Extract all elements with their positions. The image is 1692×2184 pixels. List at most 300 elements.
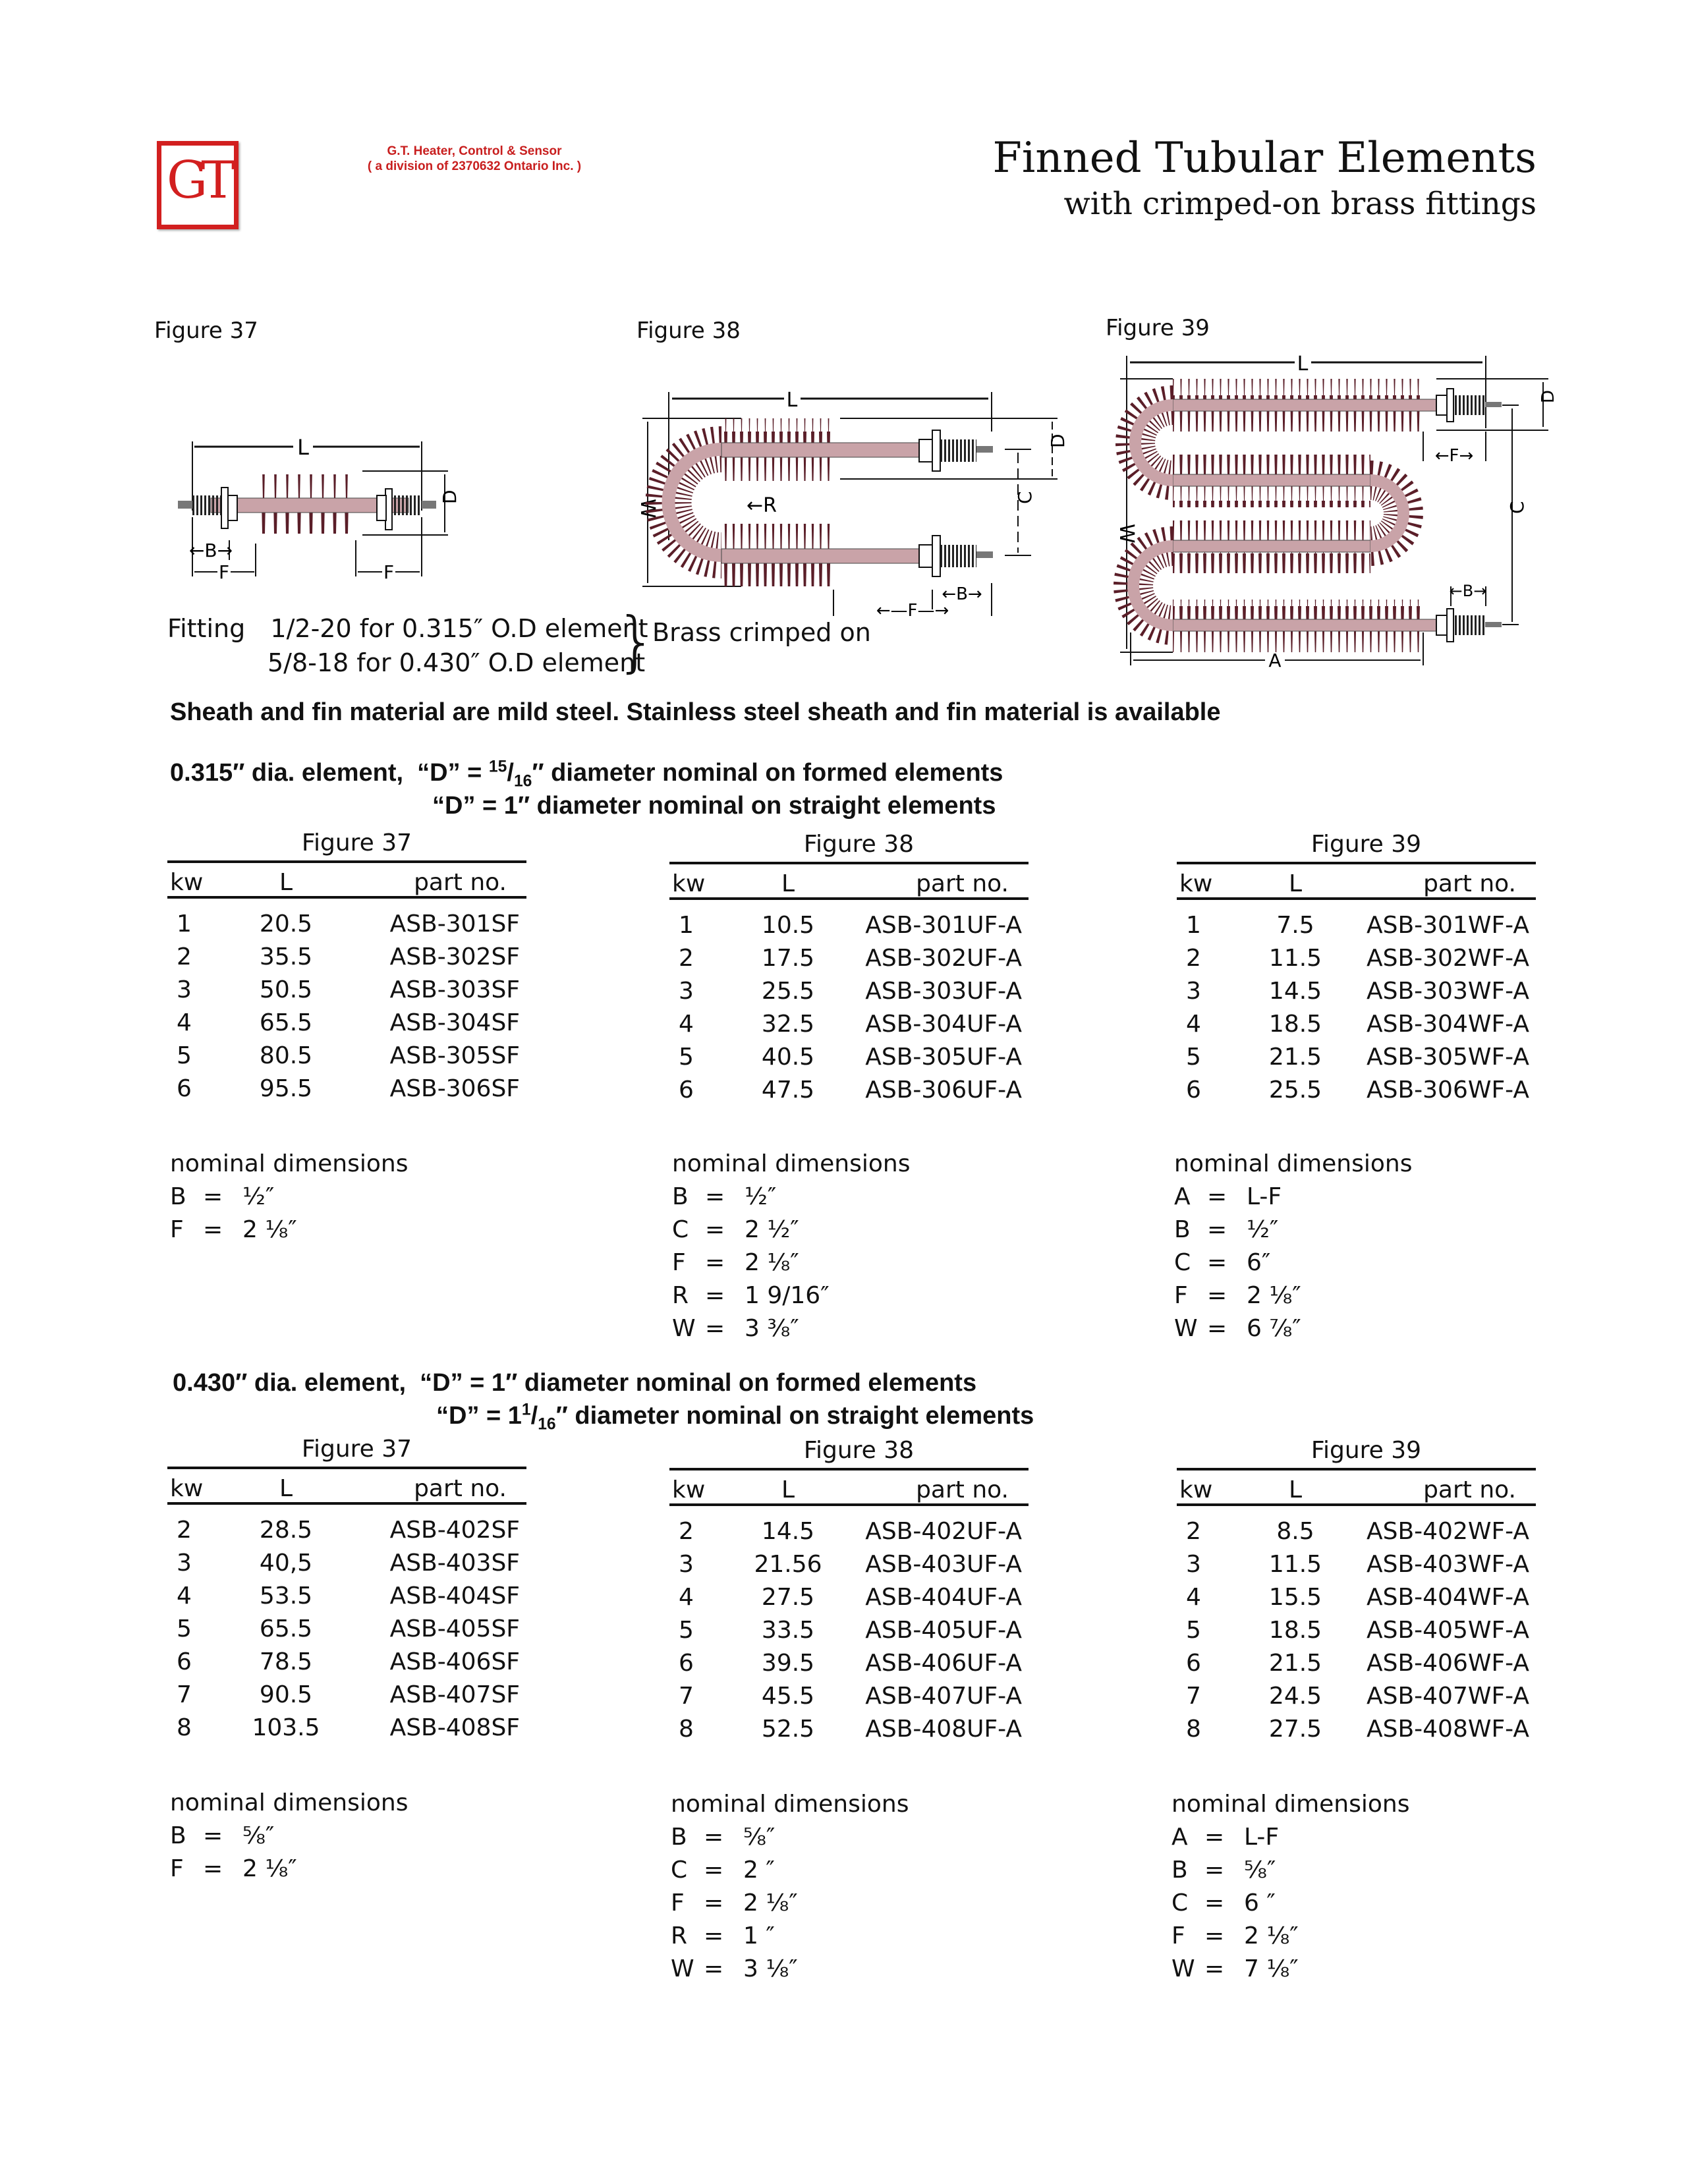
svg-text:F: F xyxy=(383,561,395,583)
table-row xyxy=(167,1073,526,1106)
table-row xyxy=(167,974,526,1007)
svg-text:←B→: ←B→ xyxy=(942,584,982,604)
dim-value: 6 ⅞″ xyxy=(1247,1315,1301,1342)
table-header xyxy=(167,1469,526,1505)
cell-l: 45.5 xyxy=(761,1683,815,1710)
cell-kw: 3 xyxy=(1186,978,1201,1005)
cell-l: 14.5 xyxy=(1268,978,1322,1005)
section-2-figure-39-dims xyxy=(1171,1788,1409,1986)
table-header xyxy=(1177,1470,1536,1506)
cell-kw: 7 xyxy=(1186,1683,1201,1710)
cell-kw: 4 xyxy=(177,1009,192,1036)
table-caption: Figure 39 xyxy=(1177,829,1536,864)
table-row xyxy=(1177,1680,1536,1713)
section-2-heading: 0.430″ dia. element, “D” = 1″ diameter nominal on formed elements “D” = $1^1/_{16}''$ diameter nominal on straight elements xyxy=(173,1369,1034,1434)
dim-row xyxy=(1174,1214,1412,1246)
dim-eq: = xyxy=(203,1183,223,1210)
table-row xyxy=(1177,1548,1536,1581)
dim-key: B xyxy=(1171,1857,1188,1884)
table-row xyxy=(167,1007,526,1040)
cell-part-no: ASB-302SF xyxy=(389,943,520,970)
cell-part-no: ASB-304WF-A xyxy=(1366,1011,1529,1038)
dim-value: 3 ⅛″ xyxy=(743,1955,798,1982)
section-1-line1-rest: ″ diameter nominal on formed elements xyxy=(532,759,1003,787)
dim-value: ⅝″ xyxy=(242,1822,275,1849)
section-1-figure-37-dims xyxy=(170,1148,408,1246)
dim-eq: = xyxy=(704,1955,724,1982)
cell-l: 65.5 xyxy=(259,1615,313,1642)
cell-kw: 6 xyxy=(679,1077,694,1104)
cell-part-no: ASB-407UF-A xyxy=(865,1683,1022,1710)
svg-text:A: A xyxy=(1268,650,1282,671)
table-row xyxy=(1177,1074,1536,1107)
table-caption: Figure 37 xyxy=(167,827,526,863)
dim-value: ⅝″ xyxy=(743,1824,776,1851)
dim-eq: = xyxy=(1204,1824,1225,1851)
cell-l: 78.5 xyxy=(259,1648,313,1675)
cell-l: 47.5 xyxy=(761,1077,815,1104)
section-1-figure-39-table xyxy=(1177,829,1536,1107)
cell-kw: 4 xyxy=(1186,1584,1201,1611)
svg-text:W: W xyxy=(1115,524,1138,544)
svg-text:C: C xyxy=(1014,491,1036,504)
dim-row xyxy=(170,1214,408,1246)
section-1-figure-37-table xyxy=(167,827,526,1106)
cell-part-no: ASB-406SF xyxy=(389,1648,520,1675)
table-row xyxy=(167,1679,526,1712)
svg-text:←F→: ←F→ xyxy=(1434,446,1474,466)
cell-part-no: ASB-301UF-A xyxy=(865,912,1022,939)
dim-key: B xyxy=(1174,1216,1191,1243)
table-row xyxy=(167,1580,526,1613)
dim-value: 1 9/16″ xyxy=(745,1282,830,1309)
table-row xyxy=(669,975,1029,1008)
cell-kw: 3 xyxy=(1186,1551,1201,1578)
cell-kw: 2 xyxy=(177,943,192,970)
svg-text:D: D xyxy=(1047,434,1069,448)
cell-part-no: ASB-406WF-A xyxy=(1366,1650,1529,1677)
header-l: L xyxy=(279,869,293,896)
cell-kw: 5 xyxy=(177,1042,192,1069)
dim-eq: = xyxy=(1207,1216,1227,1243)
dim-key: C xyxy=(672,1216,689,1243)
cell-part-no: ASB-305WF-A xyxy=(1366,1044,1529,1071)
header-part-no: part no. xyxy=(414,869,507,896)
cell-kw: 6 xyxy=(177,1648,192,1675)
cell-kw: 1 xyxy=(1186,912,1201,939)
table-row xyxy=(669,1548,1029,1581)
table-caption: Figure 38 xyxy=(669,1435,1029,1470)
cell-part-no: ASB-304SF xyxy=(389,1009,520,1036)
section-1-d2-label: “D” = xyxy=(432,792,504,820)
cell-part-no: ASB-306WF-A xyxy=(1366,1077,1529,1104)
table-row xyxy=(669,1008,1029,1041)
dim-key: W xyxy=(672,1315,696,1342)
cell-l: 10.5 xyxy=(761,912,815,939)
dim-eq: = xyxy=(203,1822,223,1849)
figure-37-straight-element-diagram xyxy=(165,435,639,606)
svg-text:D: D xyxy=(1538,389,1558,403)
section-2-figure-38-dims xyxy=(671,1788,909,1986)
dim-value: 2 ⅛″ xyxy=(1247,1282,1301,1309)
dim-value: 3 ⅜″ xyxy=(745,1315,799,1342)
table-caption: Figure 39 xyxy=(1177,1435,1536,1470)
fitting-label: Fitting xyxy=(167,614,246,643)
dim-eq: = xyxy=(1204,1955,1225,1982)
dim-eq: = xyxy=(203,1216,223,1243)
dim-eq: = xyxy=(704,1857,724,1884)
fitting-note xyxy=(167,603,658,680)
cell-kw: 3 xyxy=(679,978,694,1005)
cell-l: 90.5 xyxy=(259,1681,313,1708)
cell-l: 11.5 xyxy=(1268,945,1322,972)
dim-eq: = xyxy=(1207,1183,1227,1210)
cell-part-no: ASB-407WF-A xyxy=(1366,1683,1529,1710)
header-l: L xyxy=(781,1476,795,1503)
table-row xyxy=(167,941,526,974)
cell-l: 25.5 xyxy=(1268,1077,1322,1104)
dim-eq: = xyxy=(1207,1282,1227,1309)
cell-kw: 4 xyxy=(679,1584,694,1611)
dim-value: ½″ xyxy=(242,1183,275,1210)
cell-part-no: ASB-408WF-A xyxy=(1366,1716,1529,1743)
dim-row xyxy=(1174,1181,1412,1214)
cell-l: 18.5 xyxy=(1268,1617,1322,1644)
dim-value: 2 ⅛″ xyxy=(743,1890,798,1917)
section-1-d2-value: 1 xyxy=(503,792,518,820)
table-row xyxy=(1177,909,1536,942)
table-row xyxy=(669,942,1029,975)
table-row xyxy=(669,1041,1029,1074)
fitting-line2-fraction: 5/8 xyxy=(268,648,308,677)
fitting-line2-text: -18 for 0.430″ O.D element xyxy=(308,648,646,677)
cell-kw: 1 xyxy=(177,910,192,938)
cell-kw: 3 xyxy=(679,1551,694,1578)
section-2-d2-denominator: 16 xyxy=(538,1415,556,1434)
table-caption: Figure 37 xyxy=(167,1434,526,1469)
cell-part-no: ASB-404UF-A xyxy=(865,1584,1022,1611)
cell-l: 103.5 xyxy=(252,1714,320,1741)
cell-l: 8.5 xyxy=(1276,1518,1314,1545)
cell-kw: 6 xyxy=(1186,1077,1201,1104)
table-row xyxy=(167,1646,526,1679)
cell-part-no: ASB-406UF-A xyxy=(865,1650,1022,1677)
cell-l: 50.5 xyxy=(259,976,313,1003)
table-row xyxy=(167,1547,526,1580)
header-kw: kw xyxy=(672,870,706,897)
cell-part-no: ASB-402UF-A xyxy=(865,1518,1022,1545)
section-2-figure-39-table xyxy=(1177,1435,1536,1746)
header-kw: kw xyxy=(1179,1476,1213,1503)
cell-l: 28.5 xyxy=(259,1517,313,1544)
cell-part-no: ASB-304UF-A xyxy=(865,1011,1022,1038)
figure-39-w-element-diagram xyxy=(1107,343,1558,671)
cell-part-no: ASB-303WF-A xyxy=(1366,978,1529,1005)
section-2-prefix: 0.430″ dia. element, xyxy=(173,1369,407,1397)
header-l: L xyxy=(1288,870,1303,897)
header-kw: kw xyxy=(1179,870,1213,897)
table-row xyxy=(1177,1041,1536,1074)
svg-text:W: W xyxy=(636,499,659,518)
dim-value: 7 ⅛″ xyxy=(1244,1955,1299,1982)
svg-text:←R: ←R xyxy=(747,494,777,517)
dim-value: 6″ xyxy=(1247,1249,1271,1276)
header-l: L xyxy=(1288,1476,1303,1503)
cell-l: 53.5 xyxy=(259,1582,313,1610)
dim-key: B xyxy=(170,1822,186,1849)
dim-key: A xyxy=(1174,1183,1191,1210)
brass-crimped-note: Brass crimped on xyxy=(652,618,871,647)
section-2-d2-whole: 1 xyxy=(507,1402,522,1430)
logo-text: GT xyxy=(166,151,229,210)
cell-part-no: ASB-403WF-A xyxy=(1366,1551,1529,1578)
cell-part-no: ASB-301SF xyxy=(389,910,520,938)
svg-text:L: L xyxy=(1297,352,1309,376)
table-row xyxy=(167,1613,526,1646)
svg-text:F: F xyxy=(218,561,230,583)
cell-part-no: ASB-403SF xyxy=(389,1550,520,1577)
section-2-d2-label: “D” = xyxy=(436,1402,508,1430)
section-2-figure-37-table xyxy=(167,1434,526,1745)
cell-kw: 6 xyxy=(1186,1650,1201,1677)
dim-eq: = xyxy=(704,1890,724,1917)
header-kw: kw xyxy=(170,1475,204,1502)
dim-row xyxy=(1174,1312,1412,1345)
dim-row xyxy=(1171,1920,1409,1953)
dim-eq: = xyxy=(1204,1890,1225,1917)
dim-row xyxy=(672,1312,910,1345)
section-1-d-numerator: 15 xyxy=(488,758,507,776)
table-row xyxy=(669,1515,1029,1548)
cell-kw: 1 xyxy=(679,912,694,939)
dim-key: W xyxy=(1171,1955,1195,1982)
cell-part-no: ASB-407SF xyxy=(389,1681,520,1708)
dim-value: L-F xyxy=(1244,1824,1280,1851)
cell-l: 27.5 xyxy=(761,1584,815,1611)
dim-row xyxy=(671,1920,909,1953)
dim-value: ½″ xyxy=(745,1183,777,1210)
dim-row xyxy=(1171,1953,1409,1986)
table-row xyxy=(1177,1515,1536,1548)
dim-eq: = xyxy=(1207,1315,1227,1342)
table-row xyxy=(167,1040,526,1073)
figure-38-label: Figure 38 xyxy=(636,318,741,344)
figure-38-u-element-diagram xyxy=(636,366,1084,621)
cell-kw: 4 xyxy=(177,1582,192,1610)
cell-part-no: ASB-404SF xyxy=(389,1582,520,1610)
dim-key: R xyxy=(671,1922,688,1949)
header-part-no: part no. xyxy=(1423,1476,1516,1503)
dim-value: 2 ⅛″ xyxy=(242,1855,297,1882)
cell-part-no: ASB-403UF-A xyxy=(865,1551,1022,1578)
dim-eq: = xyxy=(705,1249,725,1276)
table-row xyxy=(167,1514,526,1547)
cell-part-no: ASB-306SF xyxy=(389,1075,520,1102)
dim-key: F xyxy=(672,1249,686,1276)
cell-part-no: ASB-405SF xyxy=(389,1615,520,1642)
company-name: G.T. Heater, Control & Sensor xyxy=(387,144,562,158)
dim-row xyxy=(671,1887,909,1920)
fitting-line1-text: -20 for 0.315″ O.D element xyxy=(310,614,648,643)
dims-title: nominal dimensions xyxy=(672,1150,911,1177)
page-title-block xyxy=(992,132,1537,224)
page-subtitle: with crimped-on brass fittings xyxy=(1063,186,1537,222)
dim-eq: = xyxy=(1204,1922,1225,1949)
section-1-figure-38-table xyxy=(669,829,1029,1107)
section-2-figure-38-table xyxy=(669,1435,1029,1746)
dims-title: nominal dimensions xyxy=(671,1791,909,1818)
table-row xyxy=(1177,975,1536,1008)
section-2-d2-numerator: 1 xyxy=(521,1401,531,1419)
dim-key: B xyxy=(672,1183,689,1210)
cell-kw: 8 xyxy=(1186,1716,1201,1743)
dim-eq: = xyxy=(203,1855,223,1882)
table-caption: Figure 38 xyxy=(669,829,1029,864)
cell-l: 80.5 xyxy=(259,1042,313,1069)
dim-row xyxy=(170,1853,408,1886)
dim-value: 2 ″ xyxy=(743,1857,775,1884)
cell-part-no: ASB-402WF-A xyxy=(1366,1518,1529,1545)
cell-kw: 7 xyxy=(679,1683,694,1710)
cell-l: 21.5 xyxy=(1268,1650,1322,1677)
section-2-line1-rest: ″ diameter nominal on formed elements xyxy=(505,1369,977,1397)
cell-l: 25.5 xyxy=(761,978,815,1005)
table-header xyxy=(1177,864,1536,900)
section-2-line2-rest: ″ diameter nominal on straight elements xyxy=(555,1402,1034,1430)
dim-row xyxy=(1174,1246,1412,1279)
dim-key: F xyxy=(170,1216,184,1243)
section-1-prefix: 0.315″ dia. element, xyxy=(170,759,404,787)
dim-key: C xyxy=(671,1857,688,1884)
dim-eq: = xyxy=(704,1824,724,1851)
dim-row xyxy=(1171,1887,1409,1920)
section-1-d-label: “D” = xyxy=(417,759,489,787)
section-2-figure-37-dims xyxy=(170,1787,408,1886)
header-part-no: part no. xyxy=(916,870,1009,897)
cell-kw: 5 xyxy=(679,1617,694,1644)
dims-title: nominal dimensions xyxy=(1171,1791,1410,1818)
cell-l: 21.56 xyxy=(754,1551,822,1578)
cell-kw: 3 xyxy=(177,976,192,1003)
dim-row xyxy=(170,1181,408,1214)
dim-key: F xyxy=(671,1890,685,1917)
cell-kw: 2 xyxy=(1186,945,1201,972)
dim-row xyxy=(1171,1821,1409,1854)
table-header xyxy=(167,863,526,899)
table-row xyxy=(1177,1581,1536,1614)
section-1-figure-39-dims xyxy=(1174,1148,1412,1345)
svg-text:←B→: ←B→ xyxy=(1449,582,1487,600)
table-row xyxy=(669,1647,1029,1680)
cell-l: 20.5 xyxy=(259,910,313,938)
fitting-line1-fraction: 1/2 xyxy=(270,614,311,643)
cell-l: 32.5 xyxy=(761,1011,815,1038)
cell-part-no: ASB-303SF xyxy=(389,976,520,1003)
cell-kw: 2 xyxy=(679,1518,694,1545)
figure-39-label: Figure 39 xyxy=(1106,315,1210,341)
cell-l: 95.5 xyxy=(259,1075,313,1102)
dim-row xyxy=(1171,1854,1409,1887)
dim-key: F xyxy=(170,1855,184,1882)
dim-row xyxy=(671,1953,909,1986)
material-note: Sheath and fin material are mild steel. Stainless steel sheath and fin material is available xyxy=(170,698,1221,726)
cell-part-no: ASB-305SF xyxy=(389,1042,520,1069)
table-row xyxy=(669,1581,1029,1614)
section-1-line2-rest: ″ diameter nominal on straight elements xyxy=(517,792,996,820)
dim-key: B xyxy=(671,1824,687,1851)
dim-key: W xyxy=(671,1955,694,1982)
cell-l: 40,5 xyxy=(259,1550,313,1577)
dim-eq: = xyxy=(705,1282,725,1309)
cell-l: 33.5 xyxy=(761,1617,815,1644)
dim-row xyxy=(671,1821,909,1854)
cell-l: 35.5 xyxy=(259,943,313,970)
cell-kw: 5 xyxy=(1186,1617,1201,1644)
section-2-d-value: 1 xyxy=(491,1369,506,1397)
cell-kw: 8 xyxy=(177,1714,192,1741)
svg-text:C: C xyxy=(1506,501,1528,514)
header-l: L xyxy=(781,870,795,897)
dim-eq: = xyxy=(704,1922,724,1949)
header-l: L xyxy=(279,1475,293,1502)
dim-value: 2 ⅛″ xyxy=(1244,1922,1299,1949)
table-row xyxy=(167,1712,526,1745)
svg-text:←B→: ←B→ xyxy=(188,540,233,561)
table-row xyxy=(1177,1713,1536,1746)
dim-value: 2 ⅛″ xyxy=(242,1216,297,1243)
dim-value: 2 ⅛″ xyxy=(745,1249,799,1276)
dim-key: A xyxy=(1171,1824,1188,1851)
dim-row xyxy=(170,1820,408,1853)
dim-eq: = xyxy=(1204,1857,1225,1884)
svg-text:L: L xyxy=(297,435,309,460)
svg-text:L: L xyxy=(786,389,798,412)
dim-value: ½″ xyxy=(1247,1216,1279,1243)
cell-part-no: ASB-408SF xyxy=(389,1714,520,1741)
table-row xyxy=(1177,1647,1536,1680)
dims-title: nominal dimensions xyxy=(170,1150,409,1177)
table-row xyxy=(167,908,526,941)
header-part-no: part no. xyxy=(916,1476,1009,1503)
cell-kw: 2 xyxy=(1186,1518,1201,1545)
header-part-no: part no. xyxy=(1423,870,1516,897)
cell-l: 52.5 xyxy=(761,1716,815,1743)
cell-l: 15.5 xyxy=(1268,1584,1322,1611)
dim-key: C xyxy=(1171,1890,1189,1917)
header-part-no: part no. xyxy=(414,1475,507,1502)
cell-part-no: ASB-404WF-A xyxy=(1366,1584,1529,1611)
cell-kw: 2 xyxy=(679,945,694,972)
cell-l: 24.5 xyxy=(1268,1683,1322,1710)
table-row xyxy=(1177,1008,1536,1041)
cell-l: 18.5 xyxy=(1268,1011,1322,1038)
cell-part-no: ASB-303UF-A xyxy=(865,978,1022,1005)
dim-value: 6 ″ xyxy=(1244,1890,1276,1917)
cell-kw: 6 xyxy=(679,1650,694,1677)
table-row xyxy=(669,1713,1029,1746)
cell-part-no: ASB-305UF-A xyxy=(865,1044,1022,1071)
header-kw: kw xyxy=(672,1476,706,1503)
cell-kw: 4 xyxy=(679,1011,694,1038)
dim-key: R xyxy=(672,1282,689,1309)
table-row xyxy=(669,1614,1029,1647)
svg-text:←—F—→: ←—F—→ xyxy=(876,601,949,621)
cell-part-no: ASB-302WF-A xyxy=(1366,945,1529,972)
cell-part-no: ASB-302UF-A xyxy=(865,945,1022,972)
table-row xyxy=(1177,942,1536,975)
dim-value: 2 ½″ xyxy=(745,1216,799,1243)
table-row xyxy=(669,909,1029,942)
